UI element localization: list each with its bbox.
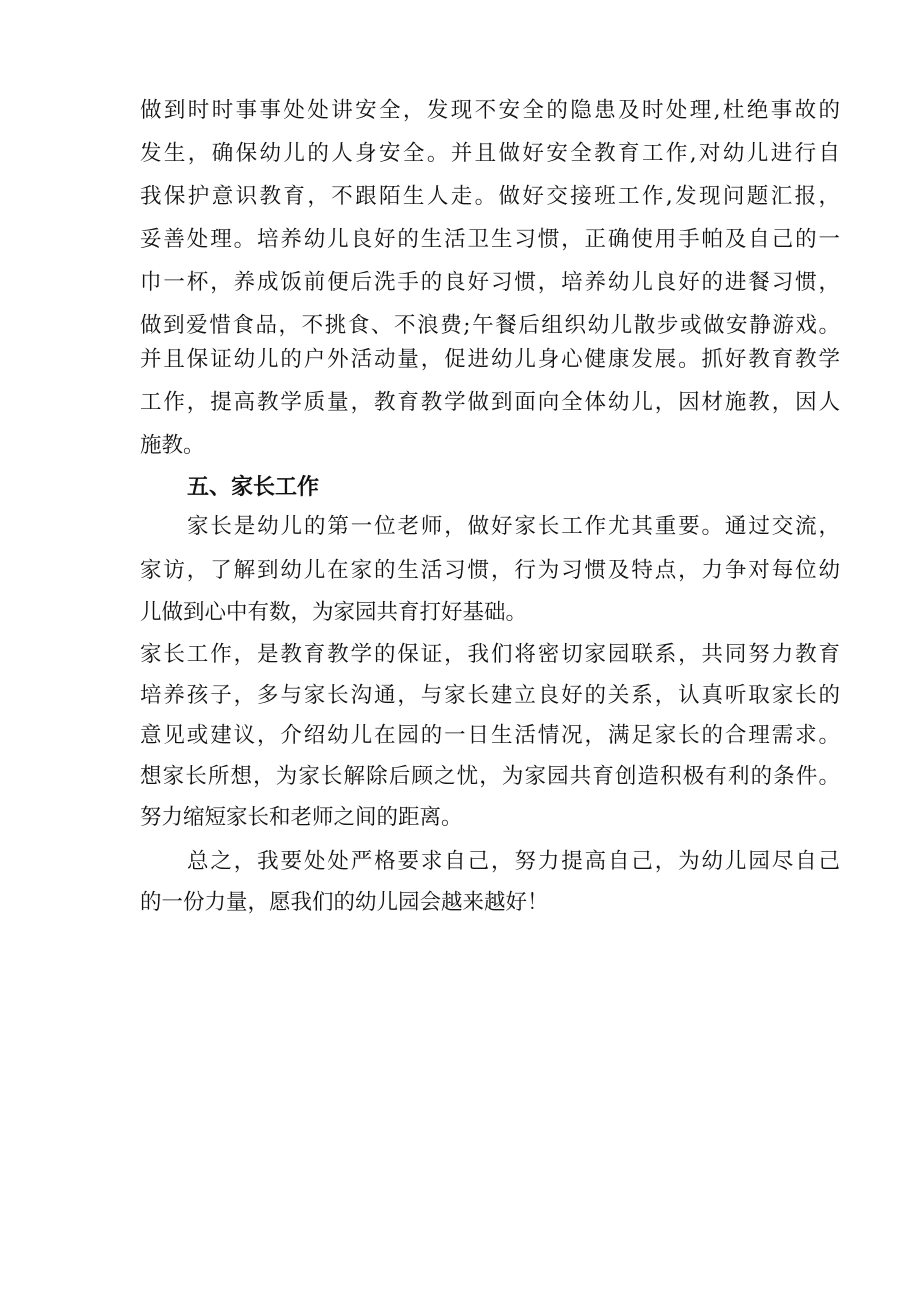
- text-line: 努力缩短家长和老师之间的距离。: [140, 805, 463, 830]
- text-line: 家长工作，是教育教学的保证，我们将密切家园联系，共同努力教育: [140, 642, 840, 667]
- text-line: 妥善处理。培养幼儿良好的生活卫生习惯，正确使用手帕及自己的一: [140, 227, 840, 252]
- text-line: 家长是幼儿的第一位老师，做好家长工作尤其重要。通过交流，: [187, 514, 840, 539]
- text-line: 施教。: [140, 433, 205, 458]
- text-line: 培养孩子，多与家长沟通，与家长建立良好的关系，认真听取家长的: [140, 683, 840, 708]
- text-line: 儿做到心中有数，为家园共育打好基础。: [140, 600, 528, 625]
- text-line: 工作，提高教学质量，教育教学做到面向全体幼儿，因材施教，因人: [140, 390, 840, 415]
- text-line: 总之，我要处处严格要求自己，努力提高自己，为幼儿园尽自己: [187, 849, 840, 874]
- text-line: 发生，确保幼儿的人身安全。并且做好安全教育工作,对幼儿进行自: [140, 141, 840, 166]
- section-heading: 五、家长工作: [187, 475, 320, 500]
- text-line: 意见或建议，介绍幼儿在园的一日生活情况，满足家长的合理需求。: [140, 723, 840, 748]
- text-line: 家访，了解到幼儿在家的生活习惯，行为习惯及特点，力争对每位幼: [140, 558, 840, 583]
- text-line: 并且保证幼儿的户外活动量，促进幼儿身心健康发展。抓好教育教学: [140, 347, 840, 372]
- text-line: 的一份力量，愿我们的幼儿园会越来越好！: [140, 890, 549, 915]
- text-line: 做到爱惜食品，不挑食、不浪费;午餐后组织幼儿散步或做安静游戏。: [140, 313, 840, 338]
- text-line: 巾一杯，养成饭前便后洗手的良好习惯，培养幼儿良好的进餐习惯，: [140, 270, 840, 295]
- text-line: 我保护意识教育，不跟陌生人走。做好交接班工作,发现问题汇报，: [140, 184, 840, 209]
- text-line: 想家长所想，为家长解除后顾之忧，为家园共育创造积极有利的条件。: [140, 764, 840, 789]
- text-line: 做到时时事事处处讲安全，发现不安全的隐患及时处理,杜绝事故的: [140, 98, 840, 123]
